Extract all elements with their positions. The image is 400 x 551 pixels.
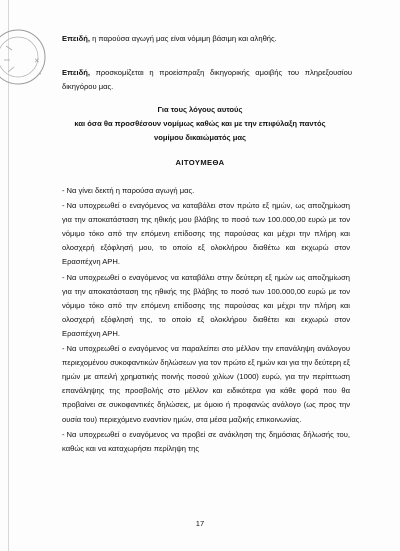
svg-text:•: • [39, 72, 42, 78]
intro-text-2: προσκομίζεται η προείσπραξη δικηγορικής αμοιβής του πληρεξουσίου δικηγόρου μας. [62, 68, 352, 91]
reasons-line-2: και όσα θα προσθέσουν νομίμως καθώς και με την επιφύλαξη παντός [74, 119, 326, 128]
intro-lead-2: Επειδή, [62, 68, 90, 77]
request-item: - Να υποχρεωθεί ο εναγόμενος να καταβάλει στην δεύτερη εξ ημών ως αποζημίωση για την αποκατάσταση της ηθικής της βλάβης το ποσό των 100.000,00 ευρώ με τον νόμιμο τόκο από την επόμενη επίδοσης της παρούσας και μέχρι την πλήρη και ολοσχερή εξόφλησή της, το οποίο εξ ολοκλήρου διαθέτει και εκχωρώ στον Ερασιτέχνη ΑΡΗ. [62, 272, 350, 338]
request-heading: ΑΙΤΟΥΜΕΘΑ [175, 158, 225, 167]
request-item: - Να υποχρεωθεί ο εναγόμενος να προβεί σε ανάκληση της δημόσιας δήλωσής του, καθώς και να καταχωρήσει περίληψη της [62, 429, 350, 453]
request-text: Να υποχρεωθεί ο εναγόμενος να καταβάλει στον πρώτο εξ ημών, ως αποζημίωση για την αποκατάσταση της ηθικής μου βλάβης το ποσό των 100.000,00 ευρώ με τον νόμιμο τόκο από την επόμενη επίδοσης της παρούσας και μέχρι την πλήρη και ολοσχερή εξόφλησή μου, το οποίο εξ ολοκλήρου διαθέτω και εκχωρώ στον Ερασιτέχνη ΑΡΗ. [62, 201, 350, 267]
request-item: - Να υποχρεωθεί ο εναγόμενος να καταβάλει στον πρώτο εξ ημών, ως αποζημίωση για την αποκατάσταση της ηθικής μου βλάβης το ποσό των 100.000,00 ευρώ με τον νόμιμο τόκο από την επόμενη επίδοσης της παρούσας και μέχρι την πλήρη και ολοσχερή εξόφλησή μου, το οποίο εξ ολοκλήρου διαθέτω και εκχωρώ στον Ερασιτέχνη ΑΡΗ. [62, 201, 350, 267]
intro-paragraph-1 [62, 32, 352, 46]
page-number: 17 [195, 519, 205, 528]
request-item: - Να γίνει δεκτή η παρούσα αγωγή μας. [62, 186, 195, 195]
intro-paragraph-2 [62, 66, 352, 94]
reasons-line-3: νομίμου δικαιώματός μας [154, 133, 246, 142]
request-list [62, 184, 350, 457]
reasons-line-1: Για τους λόγους αυτούς [157, 105, 243, 114]
intro-text-1: η παρούσα αγωγή μας είναι νόμιμη βάσιμη και αληθής. [89, 34, 277, 43]
stamp-seal-icon [0, 26, 58, 88]
intro-lead-1: Επειδή, [62, 34, 90, 43]
svg-text:✕: ✕ [34, 58, 40, 65]
request-text: Να υποχρεωθεί ο εναγόμενος να καταβάλει στην δεύτερη εξ ημών ως αποζημίωση για την αποκατάσταση της ηθικής της βλάβης το ποσό των 100.000,00 ευρώ με τον νόμιμο τόκο από την επόμενη επίδοσης της παρούσας και μέχρι την πλήρη και ολοσχερή εξόφλησή της, το οποίο εξ ολοκλήρου διαθέτει και εκχωρώ στον Ερασιτέχνη ΑΡΗ. [62, 272, 350, 338]
request-text: Να υποχρεωθεί ο εναγόμενος να παραλείπει στο μέλλον την επανάληψη ανάλογου περιεχομένου συκοφαντικών δηλώσεων για τον πρώτο εξ ημών και για την δεύτερη εξ ημών με απειλή χρηματικής ποινής ποσού χιλίων (1000) ευρώ, για την περίπτωση επανάληψης της προσβολής στο μέλλον και ειδικότερα για κάθε φορά που θα προβαίνει σε συκοφαντικές δηλώσεις, με όμοιο ή προφανώς ανάλογο (ως προς την ουσία του) περιεχόμενο εναντίον ημών, στα μέσα μαζικής επικοινωνίας. [62, 344, 350, 424]
request-item: - Να υποχρεωθεί ο εναγόμενος να παραλείπει στο μέλλον την επανάληψη ανάλογου περιεχομένου συκοφαντικών δηλώσεων για τον πρώτο εξ ημών και για την δεύτερη εξ ημών με απειλή χρηματικής ποινής ποσού χιλίων (1000) ευρώ, για την περίπτωση επανάληψης της προσβολής στο μέλλον και ειδικότερα για κάθε φορά που θα προβαίνει σε συκοφαντικές δηλώσεις, με όμοιο ή προφανώς ανάλογο (ως προς την ουσία του) περιεχόμενο εναντίον ημών, στα μέσα μαζικής επικοινωνίας. [62, 344, 350, 424]
request-text: Να γίνει δεκτή η παρούσα αγωγή μας. [66, 186, 195, 195]
request-text: Να υποχρεωθεί ο εναγόμενος να προβεί σε ανάκληση της δημόσιας δήλωσής του, καθώς και να καταχωρήσει περίληψη της [62, 429, 350, 453]
